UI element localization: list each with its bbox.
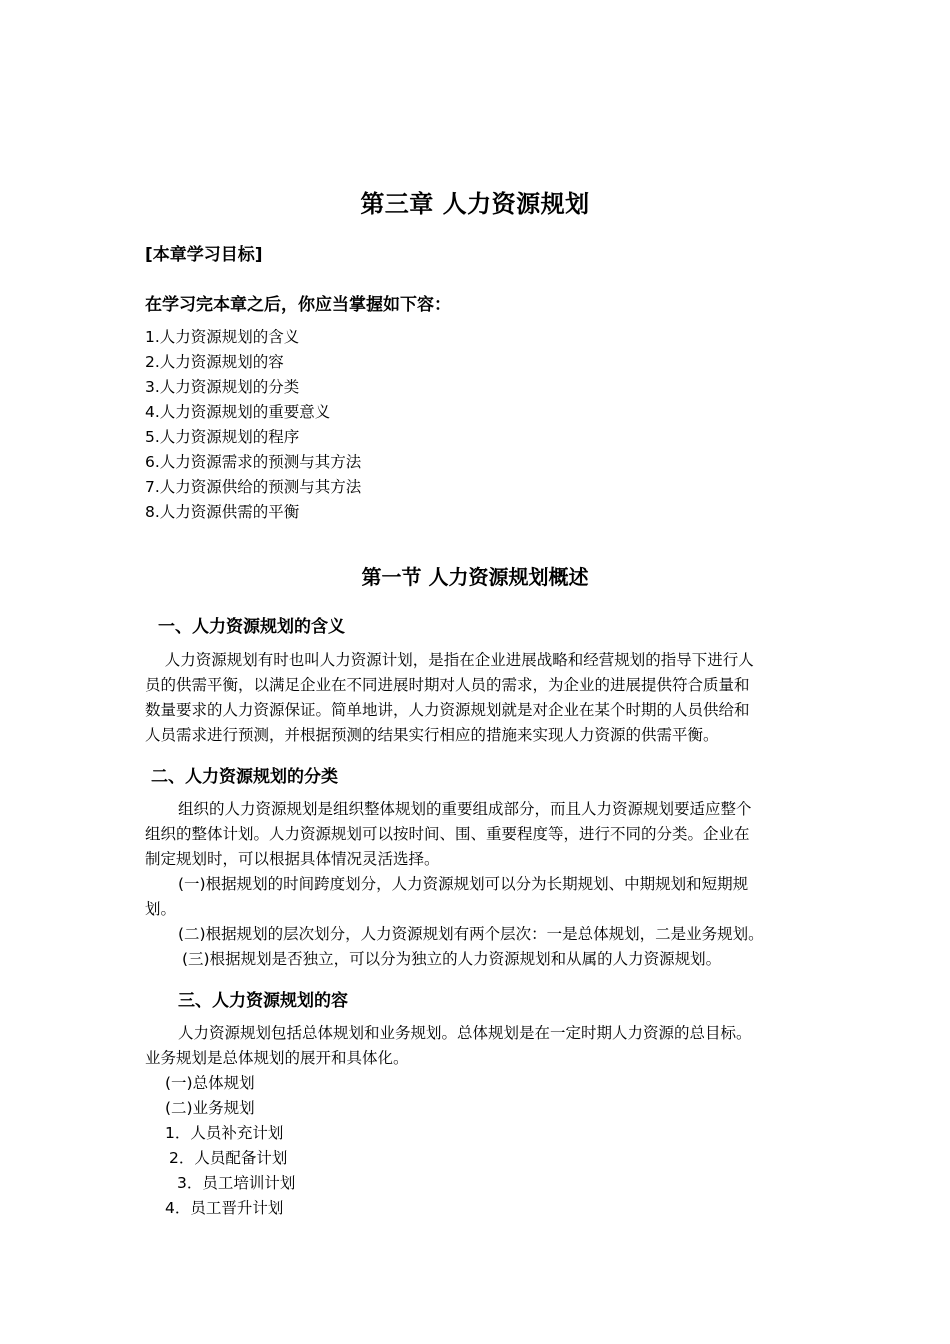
part1-line: 人员需求进行预测，并根据预测的结果实行相应的措施来实现人力资源的供需平衡。 [145, 726, 719, 744]
part2-line: (一)根据规划的时间跨度划分，人力资源规划可以分为长期规划、中期规划和短期规 [178, 875, 749, 893]
part1-line: 员的供需平衡，以满足企业在不同进展时期对人员的需求，为企业的进展提供符合质量和 [145, 676, 750, 694]
chapter-title: 第三章 人力资源规划 [360, 190, 590, 218]
part3-line: 业务规划是总体规划的展开和具体化。 [145, 1049, 409, 1067]
part1-line: 数量要求的人力资源保证。简单地讲，人力资源规划就是对企业在某个时期的人员供给和 [145, 701, 750, 719]
objective-item: 5.人力资源规划的程序 [145, 428, 300, 446]
objective-item: 4.人力资源规划的重要意义 [145, 403, 331, 421]
objective-item: 2.人力资源规划的容 [145, 353, 284, 371]
part3-line: (二)业务规划 [165, 1099, 255, 1117]
objective-item: 8.人力资源供需的平衡 [145, 503, 300, 521]
part1-line: 人力资源规划有时也叫人力资源计划，是指在企业进展战略和经营规划的指导下进行人 [145, 651, 754, 669]
objectives-list [145, 325, 361, 525]
part2-line: 制定规划时，可以根据具体情况灵活选择。 [145, 850, 440, 868]
part3-line: 4．员工晋升计划 [165, 1199, 284, 1217]
part3-line: 人力资源规划包括总体规划和业务规划。总体规划是在一定时期人力资源的总目标。 [178, 1024, 752, 1042]
part2-line: (二)根据规划的层次划分，人力资源规划有两个层次：一是总体规划，二是业务规划。 [178, 925, 764, 943]
part1-heading: 一、人力资源规划的含义 [158, 617, 345, 637]
part3-line: 2．人员配备计划 [169, 1149, 288, 1167]
objective-item: 6.人力资源需求的预测与其方法 [145, 453, 362, 471]
part2-heading: 二、人力资源规划的分类 [151, 767, 338, 787]
part3-line: 1．人员补充计划 [165, 1124, 284, 1142]
section-title: 第一节 人力资源规划概述 [361, 565, 589, 589]
objective-item: 3.人力资源规划的分类 [145, 378, 300, 396]
part3-heading: 三、人力资源规划的容 [178, 991, 348, 1011]
objectives-heading: [本章学习目标] [145, 245, 263, 265]
part2-line: (三)根据规划是否独立，可以分为独立的人力资源规划和从属的人力资源规划。 [182, 950, 722, 968]
part2-line: 组织的人力资源规划是组织整体规划的重要组成部分，而且人力资源规划要适应整个 [178, 800, 752, 818]
part3-line: 3．员工培训计划 [177, 1174, 296, 1192]
part2-line: 组织的整体计划。人力资源规划可以按时间、围、重要程度等，进行不同的分类。企业在 [145, 825, 750, 843]
part3-line: (一)总体规划 [165, 1074, 255, 1092]
part2-line: 划。 [145, 900, 177, 918]
objective-item: 1.人力资源规划的含义 [145, 328, 300, 346]
objectives-intro: 在学习完本章之后，你应当掌握如下容： [145, 295, 451, 315]
objective-item: 7.人力资源供给的预测与其方法 [145, 478, 362, 496]
